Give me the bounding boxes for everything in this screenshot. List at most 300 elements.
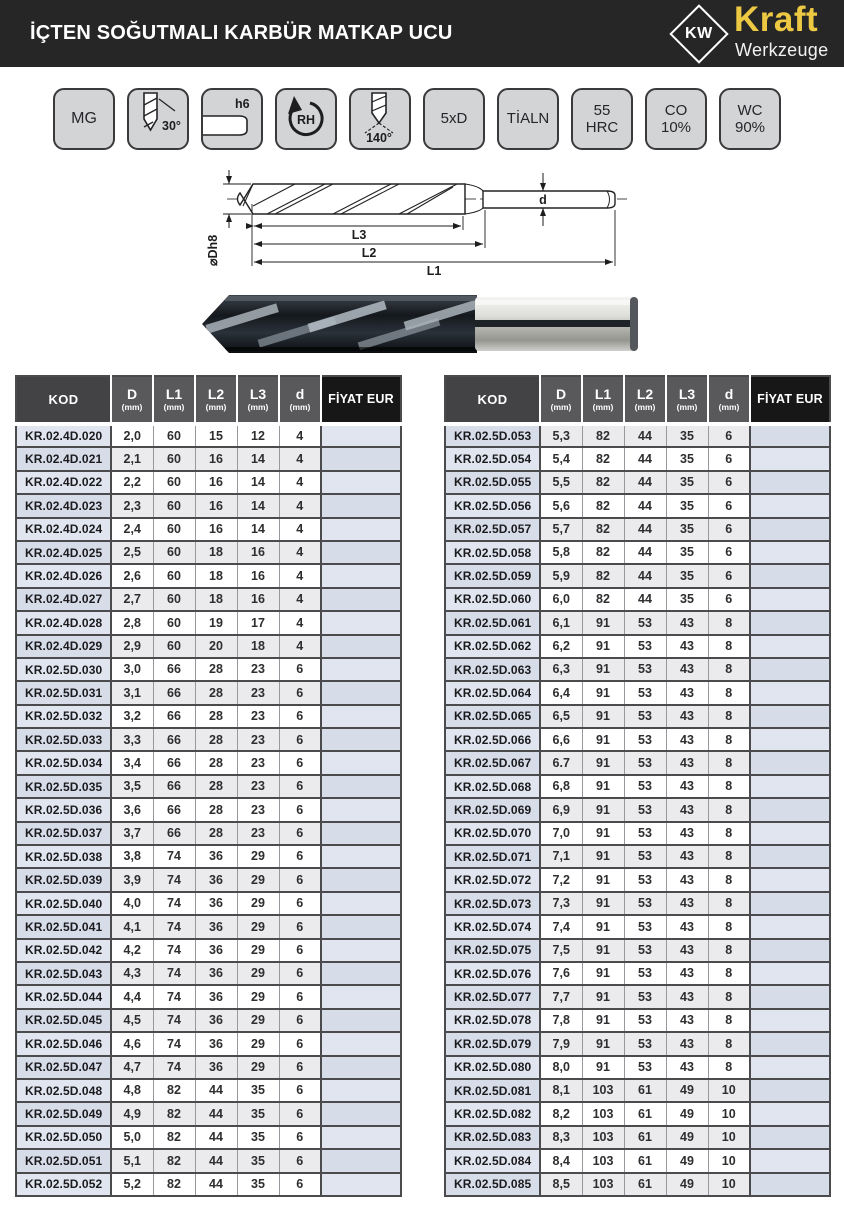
dim-cell: 4 (279, 564, 321, 587)
table-row (445, 681, 830, 704)
dim-cell: 6,3 (540, 658, 582, 681)
cobalt-percent: 10% (660, 119, 692, 136)
dim-cell: 28 (195, 798, 237, 821)
dim-cell: 23 (237, 681, 279, 704)
table-row (16, 915, 401, 938)
kod-cell: KR.02.5D.037 (16, 822, 111, 845)
dim-cell: 29 (237, 1056, 279, 1079)
dim-cell: 82 (582, 447, 624, 470)
page-title: İÇTEN SOĞUTMALI KARBÜR MATKAP UCU (30, 22, 453, 44)
dim-cell: 103 (582, 1149, 624, 1172)
drill-depth-ratio-label: 5xD (440, 110, 468, 128)
kod-cell: KR.02.4D.025 (16, 541, 111, 564)
price-cell (750, 658, 830, 681)
dim-cell: 53 (624, 892, 666, 915)
table-row (16, 1056, 401, 1079)
dim-cell: 49 (666, 1173, 708, 1196)
dim-cell: 7,4 (540, 915, 582, 938)
dim-cell: 4,4 (111, 985, 153, 1008)
dim-cell: 28 (195, 658, 237, 681)
price-cell (321, 822, 401, 845)
dim-cell: 23 (237, 728, 279, 751)
dim-cell: 43 (666, 868, 708, 891)
price-cell (750, 471, 830, 494)
dim-cell: 36 (195, 939, 237, 962)
dim-cell: 35 (237, 1079, 279, 1102)
shank-end-cap (630, 297, 638, 351)
dim-cell: 6 (279, 985, 321, 1008)
table-row (16, 447, 401, 470)
dim-cell: 6 (279, 1079, 321, 1102)
l1-label: L1 (426, 264, 442, 278)
dim-cell: 66 (153, 775, 195, 798)
dim-cell: 53 (624, 611, 666, 634)
dim-cell: 18 (195, 564, 237, 587)
kod-cell: KR.02.5D.063 (445, 658, 540, 681)
kod-cell: KR.02.5D.053 (445, 424, 540, 447)
kod-cell: KR.02.5D.073 (445, 892, 540, 915)
price-cell (750, 447, 830, 470)
rotation-direction-icon (275, 88, 337, 150)
price-cell (321, 635, 401, 658)
dim-cell: 103 (582, 1173, 624, 1196)
dim-cell: 53 (624, 751, 666, 774)
dim-cell: 35 (666, 541, 708, 564)
dim-cell: 16 (195, 518, 237, 541)
dim-cell: 43 (666, 635, 708, 658)
price-cell (321, 611, 401, 634)
kod-cell: KR.02.4D.022 (16, 471, 111, 494)
dim-cell: 4 (279, 541, 321, 564)
price-cell (321, 915, 401, 938)
dim-cell: 91 (582, 681, 624, 704)
l1-header: L1 (mm) (582, 376, 624, 424)
table-row (16, 775, 401, 798)
brand-logo (676, 0, 829, 64)
kod-cell: KR.02.5D.054 (445, 447, 540, 470)
table-row (16, 962, 401, 985)
price-cell (750, 635, 830, 658)
dim-cell: 8 (708, 1032, 750, 1055)
table-row (445, 1126, 830, 1149)
price-cell (750, 611, 830, 634)
dim-cell: 43 (666, 962, 708, 985)
table-row (16, 868, 401, 891)
dim-cell: 82 (582, 518, 624, 541)
coating-label: TİALN (506, 110, 550, 128)
product-photo (195, 290, 645, 363)
dim-cell: 35 (237, 1126, 279, 1149)
price-cell (321, 892, 401, 915)
table-row (445, 822, 830, 845)
kod-cell: KR.02.5D.044 (16, 985, 111, 1008)
dim-cell: 3,7 (111, 822, 153, 845)
price-cell (321, 518, 401, 541)
kod-cell: KR.02.5D.051 (16, 1149, 111, 1172)
dim-cell: 8,3 (540, 1126, 582, 1149)
dim-cell: 91 (582, 845, 624, 868)
kod-cell: KR.02.5D.067 (445, 751, 540, 774)
shank-tolerance-drawing (203, 90, 261, 148)
dim-cell: 35 (666, 447, 708, 470)
dim-cell: 49 (666, 1102, 708, 1125)
dim-cell: 18 (195, 588, 237, 611)
dim-cell: 36 (195, 1056, 237, 1079)
kod-cell: KR.02.4D.029 (16, 635, 111, 658)
dim-cell: 36 (195, 845, 237, 868)
dim-cell: 2,7 (111, 588, 153, 611)
dim-cell: 91 (582, 751, 624, 774)
dim-cell: 35 (666, 518, 708, 541)
dim-cell: 16 (195, 471, 237, 494)
price-cell (750, 892, 830, 915)
kod-cell: KR.02.5D.079 (445, 1032, 540, 1055)
kod-cell: KR.02.5D.070 (445, 822, 540, 845)
table-row (445, 635, 830, 658)
dim-cell: 36 (195, 915, 237, 938)
kod-cell: KR.02.5D.076 (445, 962, 540, 985)
dim-cell: 14 (237, 447, 279, 470)
dim-cell: 28 (195, 705, 237, 728)
price-cell (750, 424, 830, 447)
l2-label: L2 (361, 246, 377, 260)
carbide-content-icon (719, 88, 781, 150)
carbide-symbol: WC (737, 101, 763, 119)
dim-cell: 53 (624, 775, 666, 798)
dim-cell: 4,7 (111, 1056, 153, 1079)
dim-cell: 29 (237, 868, 279, 891)
dim-cell: 43 (666, 845, 708, 868)
dim-cell: 29 (237, 985, 279, 1008)
dim-cell: 5,9 (540, 564, 582, 587)
kod-header: KOD (16, 376, 111, 424)
svg-text:30°: 30° (162, 119, 181, 133)
price-cell (321, 1032, 401, 1055)
dim-cell: 7,8 (540, 1009, 582, 1032)
table-row (445, 1079, 830, 1102)
dim-cell: 4,0 (111, 892, 153, 915)
dim-cell: 82 (582, 541, 624, 564)
dim-cell: 74 (153, 868, 195, 891)
kod-cell: KR.02.5D.064 (445, 681, 540, 704)
dim-cell: 82 (582, 424, 624, 447)
dim-cell: 7,1 (540, 845, 582, 868)
table-row (16, 471, 401, 494)
dim-cell: 4 (279, 635, 321, 658)
dim-cell: 6 (279, 751, 321, 774)
dim-cell: 6 (279, 822, 321, 845)
price-cell (750, 868, 830, 891)
dim-cell: 6 (708, 494, 750, 517)
dim-cell: 8,0 (540, 1056, 582, 1079)
dim-cell: 6.7 (540, 751, 582, 774)
dim-cell: 91 (582, 985, 624, 1008)
kod-cell: KR.02.5D.049 (16, 1102, 111, 1125)
dim-cell: 6,0 (540, 588, 582, 611)
price-cell (750, 1032, 830, 1055)
dim-cell: 36 (195, 962, 237, 985)
dim-cell: 29 (237, 915, 279, 938)
dim-cell: 3,9 (111, 868, 153, 891)
kod-cell: KR.02.5D.040 (16, 892, 111, 915)
table-row (445, 1173, 830, 1196)
dim-cell: 103 (582, 1079, 624, 1102)
dim-cell: 7,7 (540, 985, 582, 1008)
dim-cell: 23 (237, 705, 279, 728)
dim-cell: 8 (708, 822, 750, 845)
dim-cell: 16 (237, 564, 279, 587)
dim-cell: 6 (279, 962, 321, 985)
table-row (16, 845, 401, 868)
table-row (16, 1173, 401, 1196)
price-cell (750, 588, 830, 611)
dim-cell: 14 (237, 471, 279, 494)
dim-cell: 8,2 (540, 1102, 582, 1125)
dim-cell: 61 (624, 1079, 666, 1102)
dim-cell: 44 (195, 1173, 237, 1196)
price-cell (750, 564, 830, 587)
helix-angle-drawing (129, 90, 187, 148)
dim-cell: 43 (666, 658, 708, 681)
svg-text:140°: 140° (366, 131, 392, 145)
table-row (16, 424, 401, 447)
dim-cell: 6 (708, 541, 750, 564)
kod-cell: KR.02.4D.028 (16, 611, 111, 634)
dim-cell: 8 (708, 962, 750, 985)
price-cell (321, 775, 401, 798)
dim-cell: 53 (624, 962, 666, 985)
dim-cell: 23 (237, 798, 279, 821)
dim-cell: 4 (279, 447, 321, 470)
dim-cell: 91 (582, 705, 624, 728)
hardness-icon (571, 88, 633, 150)
dim-cell: 91 (582, 962, 624, 985)
dim-cell: 74 (153, 962, 195, 985)
dim-cell: 35 (666, 564, 708, 587)
table-row (445, 751, 830, 774)
dim-cell: 16 (195, 447, 237, 470)
dim-cell: 6 (279, 845, 321, 868)
l3-label: L3 (351, 228, 367, 242)
dim-cell: 53 (624, 705, 666, 728)
dim-cell: 14 (237, 494, 279, 517)
dim-cell: 91 (582, 1009, 624, 1032)
price-cell (750, 1173, 830, 1196)
dim-cell: 74 (153, 892, 195, 915)
dim-cell: 6,9 (540, 798, 582, 821)
dim-cell: 61 (624, 1173, 666, 1196)
kod-cell: KR.02.5D.077 (445, 985, 540, 1008)
price-cell (321, 962, 401, 985)
price-cell (321, 658, 401, 681)
kod-cell: KR.02.5D.034 (16, 751, 111, 774)
dim-cell: 2,3 (111, 494, 153, 517)
dim-cell: 8 (708, 939, 750, 962)
dim-cell: 5,4 (540, 447, 582, 470)
dim-cell: 44 (624, 471, 666, 494)
hardness-value: 55 (593, 101, 611, 119)
dim-cell: 6 (708, 447, 750, 470)
spec-table-left (15, 375, 402, 1197)
kod-cell: KR.02.5D.081 (445, 1079, 540, 1102)
cobalt-content-icon (645, 88, 707, 150)
dim-cell: 12 (237, 424, 279, 447)
dim-cell: 60 (153, 471, 195, 494)
dim-cell: 7,0 (540, 822, 582, 845)
dim-cell: 2,0 (111, 424, 153, 447)
dim-cell: 35 (666, 471, 708, 494)
dim-cell: 60 (153, 588, 195, 611)
table-row (445, 1009, 830, 1032)
dim-cell: 8 (708, 1009, 750, 1032)
dim-cell: 49 (666, 1126, 708, 1149)
table-row (445, 1032, 830, 1055)
dim-cell: 36 (195, 892, 237, 915)
dim-cell: 3,4 (111, 751, 153, 774)
point-angle-icon (349, 88, 411, 150)
dim-cell: 3,3 (111, 728, 153, 751)
dim-cell: 8 (708, 892, 750, 915)
l3-header: L3 (mm) (666, 376, 708, 424)
price-cell (321, 1173, 401, 1196)
dim-cell: 61 (624, 1126, 666, 1149)
dim-cell: 3,0 (111, 658, 153, 681)
carbide-percent: 90% (734, 119, 766, 136)
kod-cell: KR.02.5D.032 (16, 705, 111, 728)
dim-cell: 2,5 (111, 541, 153, 564)
table-row (16, 1126, 401, 1149)
price-cell (750, 962, 830, 985)
dim-cell: 23 (237, 775, 279, 798)
price-cell (750, 541, 830, 564)
dim-cell: 66 (153, 751, 195, 774)
dim-cell: 53 (624, 1009, 666, 1032)
dim-cell: 6,8 (540, 775, 582, 798)
price-cell (321, 845, 401, 868)
dim-cell: 60 (153, 494, 195, 517)
dim-cell: 60 (153, 564, 195, 587)
kod-cell: KR.02.5D.056 (445, 494, 540, 517)
price-cell (750, 985, 830, 1008)
dim-cell: 74 (153, 1009, 195, 1032)
dim-cell: 6 (279, 1149, 321, 1172)
table-row (16, 681, 401, 704)
dim-cell: 91 (582, 822, 624, 845)
dim-cell: 28 (195, 775, 237, 798)
table-row (445, 892, 830, 915)
table-row (16, 494, 401, 517)
dim-cell: 35 (237, 1173, 279, 1196)
dim-cell: 4,2 (111, 939, 153, 962)
dim-cell: 29 (237, 845, 279, 868)
dim-cell: 44 (624, 447, 666, 470)
kod-cell: KR.02.5D.058 (445, 541, 540, 564)
dim-cell: 5,5 (540, 471, 582, 494)
dim-cell: 28 (195, 728, 237, 751)
dim-cell: 66 (153, 658, 195, 681)
kod-cell: KR.02.5D.036 (16, 798, 111, 821)
dim-cell: 6,5 (540, 705, 582, 728)
table-row (445, 1056, 830, 1079)
table-row (16, 1079, 401, 1102)
price-cell (750, 1126, 830, 1149)
kod-cell: KR.02.4D.026 (16, 564, 111, 587)
dim-cell: 2,9 (111, 635, 153, 658)
table-row (16, 939, 401, 962)
dim-cell: 91 (582, 868, 624, 891)
dim-cell: 6 (708, 424, 750, 447)
dim-cell: 61 (624, 1102, 666, 1125)
table-row (445, 775, 830, 798)
dim-cell: 2,1 (111, 447, 153, 470)
dim-cell: 82 (153, 1173, 195, 1196)
price-header: FİYAT EUR (750, 376, 830, 424)
l1-header: L1 (mm) (153, 376, 195, 424)
dim-cell: 53 (624, 868, 666, 891)
kod-cell: KR.02.5D.071 (445, 845, 540, 868)
dim-cell: 66 (153, 798, 195, 821)
dim-cell: 44 (624, 588, 666, 611)
dim-cell: 8 (708, 681, 750, 704)
dim-cell: 53 (624, 681, 666, 704)
table-row (16, 541, 401, 564)
l2-header: L2 (mm) (195, 376, 237, 424)
kod-cell: KR.02.4D.021 (16, 447, 111, 470)
dim-cell: 36 (195, 868, 237, 891)
dd-header: d (mm) (279, 376, 321, 424)
table-header-row (16, 376, 401, 424)
table-row (445, 728, 830, 751)
spec-table-right (444, 375, 831, 1197)
rotation-direction-drawing (277, 90, 335, 148)
price-cell (321, 1056, 401, 1079)
dim-cell: 44 (624, 541, 666, 564)
table-row (16, 564, 401, 587)
dim-cell: 60 (153, 518, 195, 541)
dim-cell: 44 (624, 424, 666, 447)
dim-cell: 6 (708, 471, 750, 494)
dim-cell: 6 (279, 658, 321, 681)
kod-cell: KR.02.5D.046 (16, 1032, 111, 1055)
table-row (445, 798, 830, 821)
dim-cell: 8 (708, 798, 750, 821)
table-row (445, 1102, 830, 1125)
dim-cell: 6 (279, 1032, 321, 1055)
dim-cell: 3,2 (111, 705, 153, 728)
dim-cell: 8 (708, 1056, 750, 1079)
dim-cell: 28 (195, 681, 237, 704)
dim-cell: 82 (582, 471, 624, 494)
price-cell (321, 541, 401, 564)
dim-cell: 8 (708, 985, 750, 1008)
table-row (445, 915, 830, 938)
price-cell (750, 1149, 830, 1172)
dim-cell: 5,0 (111, 1126, 153, 1149)
table-row (445, 494, 830, 517)
kod-cell: KR.02.5D.065 (445, 705, 540, 728)
dim-cell: 53 (624, 939, 666, 962)
kod-cell: KR.02.5D.082 (445, 1102, 540, 1125)
dim-cell: 53 (624, 635, 666, 658)
table-row (16, 658, 401, 681)
dim-cell: 19 (195, 611, 237, 634)
dim-cell: 4,5 (111, 1009, 153, 1032)
price-cell (750, 915, 830, 938)
kod-cell: KR.02.4D.027 (16, 588, 111, 611)
dim-cell: 16 (237, 588, 279, 611)
price-cell (321, 705, 401, 728)
material-icon (53, 88, 115, 150)
